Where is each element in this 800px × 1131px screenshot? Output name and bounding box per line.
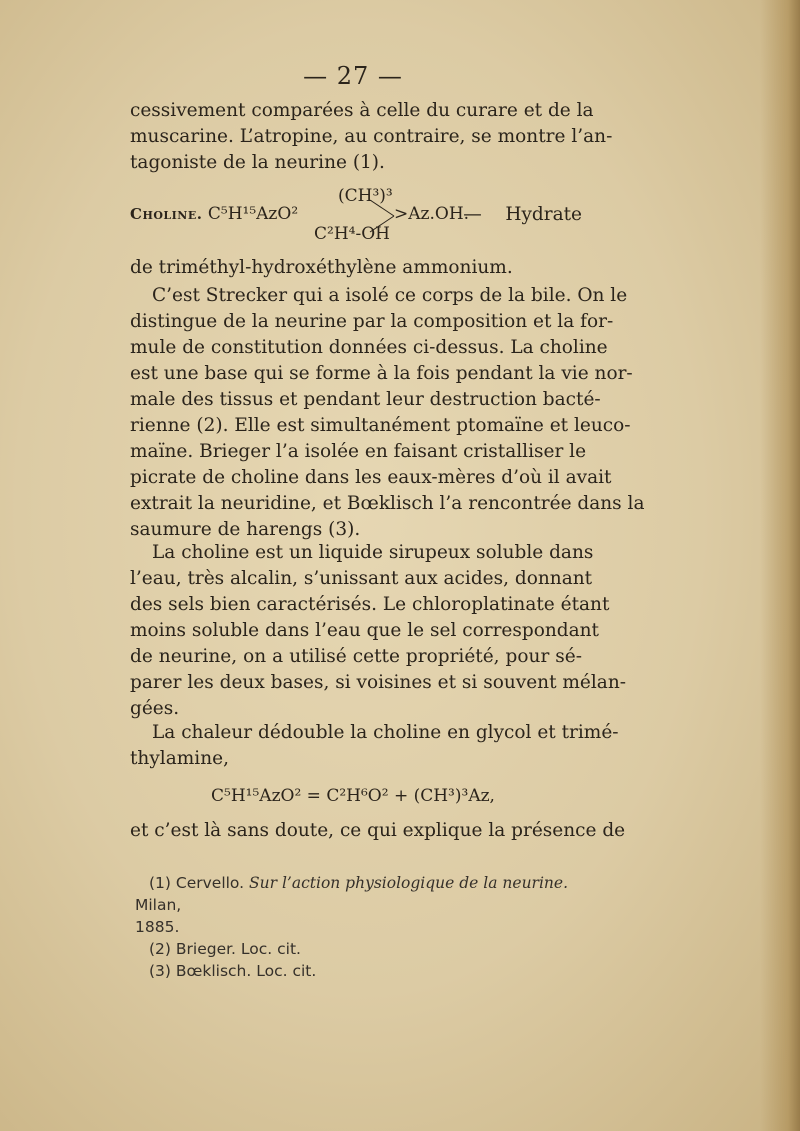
formula-top-group: (CH³)³ xyxy=(338,186,393,206)
text-line: et c’est là sans doute, ce qui explique la présence de xyxy=(130,820,626,841)
paragraph-6 xyxy=(130,818,626,844)
footnote-3: (3) Bœklisch. Loc. cit. xyxy=(149,962,317,980)
text-line: thylamine, xyxy=(130,748,229,769)
text-line: parer les deux bases, si voisines et si souvent mélan- xyxy=(130,672,626,693)
paragraph-5 xyxy=(130,720,619,772)
formula-bottom-group: C²H⁴-OH xyxy=(314,224,390,244)
text-line: distingue de la neurine par la composition et la for- xyxy=(130,311,614,332)
text-line: extrait la neuridine, et Bœklisch l’a rencontrée dans la xyxy=(130,493,645,514)
text-line: male des tissus et pendant leur destruction bacté- xyxy=(130,389,601,410)
footnote-1-title: Sur l’action physiologique de la neurine. xyxy=(249,874,568,892)
formula-hydrate-word: Hydrate xyxy=(505,204,582,225)
footnotes xyxy=(135,872,585,982)
formula-right-group: >Az.OH. xyxy=(394,204,470,224)
text-line: gées. xyxy=(130,698,180,719)
page-number: — 27 — xyxy=(303,62,403,90)
text-line: La choline est un liquide sirupeux soluble dans xyxy=(152,542,594,563)
text-line: des sels bien caractérisés. Le chloroplatinate étant xyxy=(130,594,610,615)
footnote-1-suffix: Milan, xyxy=(135,896,182,914)
formula-left xyxy=(130,204,298,224)
paragraph-2 xyxy=(130,255,582,281)
text-line: rienne (2). Elle est simultanément ptomaïne et leuco- xyxy=(130,415,631,436)
footnote-2: (2) Brieger. Loc. cit. xyxy=(149,940,301,958)
paragraph-3 xyxy=(130,283,645,543)
text-line: cessivement comparées à celle du curare et de la xyxy=(130,100,594,121)
paragraph-4 xyxy=(130,540,626,722)
choline-formula xyxy=(130,186,582,246)
text-line: muscarine. L’atropine, au contraire, se montre l’an- xyxy=(130,126,613,147)
footnote-1-year: 1885. xyxy=(135,918,180,936)
footnote-1-prefix: (1) Cervello. xyxy=(149,874,245,892)
formula-compound: C⁵H¹⁵AzO² xyxy=(207,204,299,224)
text-line: C’est Strecker qui a isolé ce corps de la bile. On le xyxy=(152,285,628,306)
formula-hydrate xyxy=(463,204,582,225)
page-edge-shadow xyxy=(760,0,800,1131)
text-line: moins soluble dans l’eau que le sel correspondant xyxy=(130,620,599,641)
formula-dash: — xyxy=(463,204,482,225)
text-line: saumure de harengs (3). xyxy=(130,519,361,540)
text-line: l’eau, très alcalin, s’unissant aux acides, donnant xyxy=(130,568,593,589)
text-line: mule de constitution données ci-dessus. La choline xyxy=(130,337,608,358)
text-line: de triméthyl-hydroxéthylène ammonium. xyxy=(130,257,513,278)
text-line: La chaleur dédouble la choline en glycol et trimé- xyxy=(152,722,619,743)
formula-label: Choline. xyxy=(130,205,203,223)
text-line: est une base qui se forme à la fois pendant la vie nor- xyxy=(130,363,633,384)
text-line: de neurine, on a utilisé cette propriété, pour sé- xyxy=(130,646,582,667)
text-line: picrate de choline dans les eaux-mères d’où il avait xyxy=(130,467,612,488)
decomposition-equation: C⁵H¹⁵AzO² = C²H⁶O² + (CH³)³Az, xyxy=(211,786,495,806)
paragraph-1 xyxy=(130,98,613,176)
footnote-1 xyxy=(135,872,585,916)
text-line: tagoniste de la neurine (1). xyxy=(130,152,385,173)
text-line: maïne. Brieger l’a isolée en faisant cristalliser le xyxy=(130,441,587,462)
